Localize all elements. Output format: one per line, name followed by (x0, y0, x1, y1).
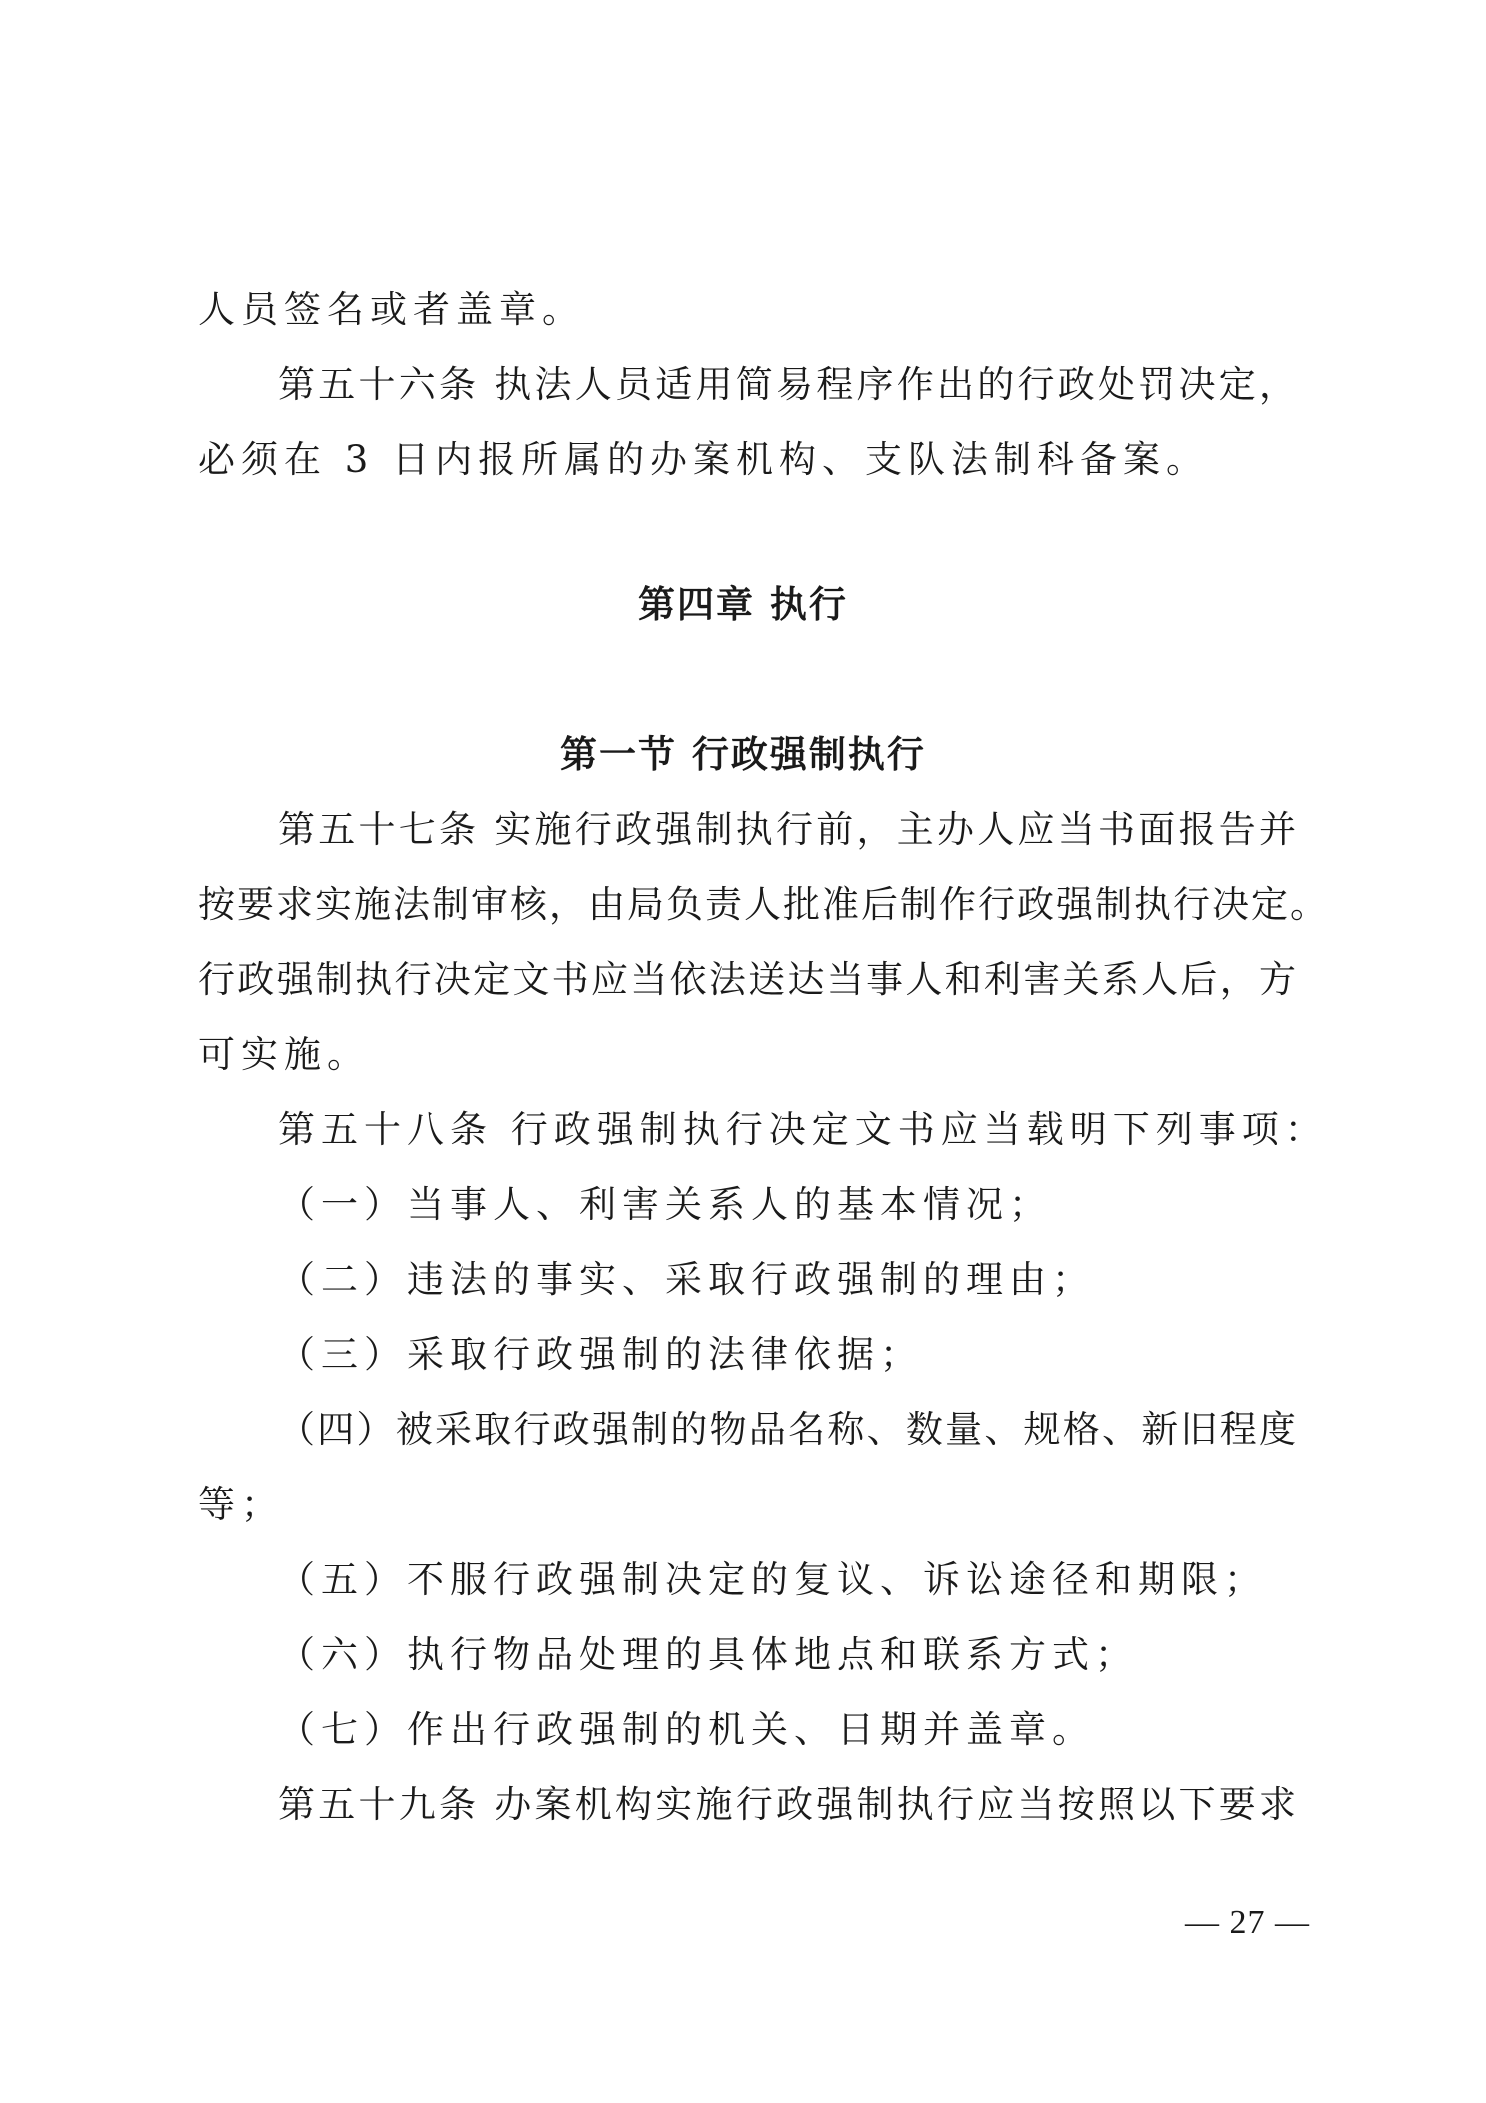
page-number: — 27 — (1185, 1904, 1310, 1941)
article-57-line-1: 第五十七条 实施行政强制执行前，主办人应当书面报告并 (278, 808, 1298, 851)
article-56-line-1: 第五十六条 执法人员适用简易程序作出的行政处罚决定， (278, 363, 1298, 406)
list-item-5: （五）不服行政强制决定的复议、诉讼途径和期限； (278, 1558, 1267, 1601)
section-heading: 第一节 行政强制执行 (560, 733, 926, 776)
list-item-7: （七）作出行政强制的机关、日期并盖章。 (278, 1708, 1095, 1751)
list-item-4-line-2: 等； (198, 1483, 284, 1526)
article-58-line-1: 第五十八条 行政强制执行决定文书应当载明下列事项： (278, 1108, 1328, 1151)
list-item-4-line-1: （四）被采取行政强制的物品名称、数量、规格、新旧程度 (278, 1408, 1298, 1451)
list-item-6: （六）执行物品处理的具体地点和联系方式； (278, 1633, 1138, 1676)
article-56-line-2: 必须在 3 日内报所属的办案机构、支队法制科备案。 (198, 438, 1210, 481)
article-57-line-4: 可实施。 (198, 1033, 370, 1076)
list-item-3: （三）采取行政强制的法律依据； (278, 1333, 923, 1376)
article-57-line-2: 按要求实施法制审核，由局负责人批准后制作行政强制执行决定。 (198, 883, 1329, 926)
chapter-heading: 第四章 执行 (638, 583, 848, 626)
article-57-line-3: 行政强制执行决定文书应当依法送达当事人和利害关系人后，方 (198, 958, 1298, 1001)
paragraph-line: 人员签名或者盖章。 (198, 288, 585, 331)
list-item-2: （二）违法的事实、采取行政强制的理由； (278, 1258, 1095, 1301)
article-59-line-1: 第五十九条 办案机构实施行政强制执行应当按照以下要求 (278, 1783, 1298, 1826)
list-item-1: （一）当事人、利害关系人的基本情况； (278, 1183, 1052, 1226)
